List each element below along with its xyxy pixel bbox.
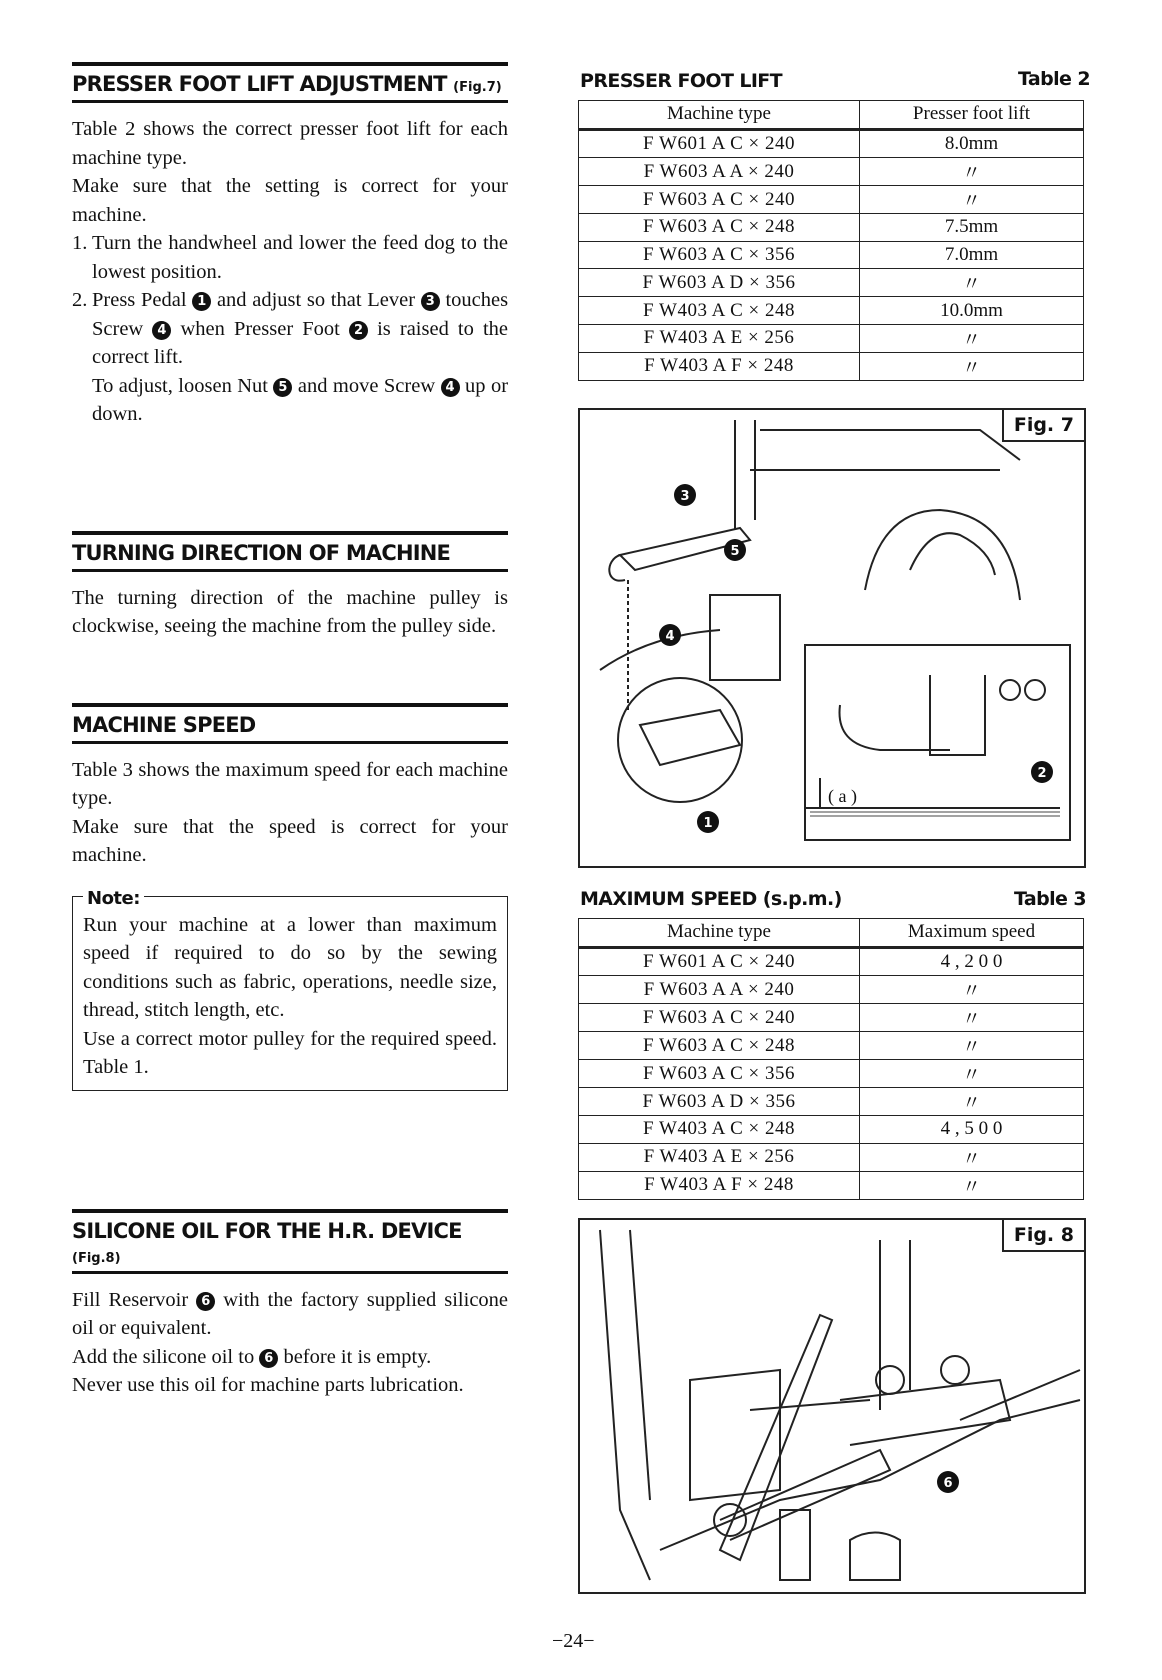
table-row <box>579 297 1084 325</box>
note-text-2: Use a correct motor pulley for the required speed. Table 1. <box>83 1027 497 1078</box>
silicone-line-1b: with the factory supplied silicone oil or equivalent. <box>72 1288 509 1339</box>
machine-type-cell: F W403 A C × 248 <box>579 297 860 325</box>
silicone-title: SILICONE OIL FOR THE H.R. DEVICE <box>72 1218 462 1243</box>
step-2-text-f: To adjust, loosen Nut <box>92 374 269 397</box>
step-2-text-h: up or down. <box>92 374 509 425</box>
table-row <box>579 1032 1084 1060</box>
silicone-line-2 <box>72 1343 508 1372</box>
table-row <box>579 214 1084 242</box>
table-header-row <box>579 101 1084 130</box>
marker-2: 2 <box>349 321 368 340</box>
step-1-text: Turn the handwheel and lower the feed dog to the lowest position. <box>92 232 508 283</box>
turning-body <box>72 584 508 641</box>
speed-body <box>72 756 508 870</box>
table-row <box>579 976 1084 1004</box>
fig7-callout-3: 3 <box>680 489 690 504</box>
speed-cell: 〃 <box>860 1088 1084 1116</box>
step-1-number: 1. <box>72 232 88 254</box>
fig8-drawing <box>580 1220 1084 1592</box>
presser-foot-lift-table <box>578 100 1084 381</box>
table-row <box>579 158 1084 186</box>
table-header-row <box>579 919 1084 948</box>
machine-type-cell: F W603 A A × 240 <box>579 158 860 186</box>
lift-cell: 〃 <box>860 186 1084 214</box>
table-row <box>579 1060 1084 1088</box>
marker-1: 1 <box>192 292 211 311</box>
speed-cell: 〃 <box>860 1171 1084 1199</box>
machine-type-cell: F W603 A C × 240 <box>579 1004 860 1032</box>
table3-tag: Table 3 <box>1014 888 1086 910</box>
fig7-drawing <box>580 410 1084 866</box>
lift-cell: 〃 <box>860 269 1084 297</box>
lift-cell: 7.0mm <box>860 241 1084 269</box>
page-number: −24− <box>552 1630 595 1652</box>
machine-type-cell: F W603 A C × 248 <box>579 214 860 242</box>
column-header: Machine type <box>579 101 860 130</box>
table-row <box>579 1004 1084 1032</box>
fig8-callout-6: 6 <box>943 1476 953 1491</box>
marker-4b: 4 <box>441 378 460 397</box>
fig8-illustration <box>578 1218 1086 1594</box>
turning-heading <box>72 531 508 572</box>
table-row <box>579 947 1084 976</box>
speed-cell: 4 , 2 0 0 <box>860 947 1084 976</box>
fig7-callout-2: 2 <box>1037 766 1047 781</box>
step-2-text-e: is raised to the correct lift. <box>92 317 509 368</box>
silicone-line-1 <box>72 1286 508 1343</box>
silicone-line-1a: Fill Reservoir <box>72 1288 189 1311</box>
table-row <box>579 1116 1084 1144</box>
table-row <box>579 269 1084 297</box>
fig7-callout-4: 4 <box>665 629 675 644</box>
speed-cell: 〃 <box>860 1032 1084 1060</box>
silicone-fig-ref: (Fig.8) <box>72 1250 121 1266</box>
step-2-text-a: Press Pedal <box>92 289 187 311</box>
table3-title: MAXIMUM SPEED (s.p.m.) <box>580 888 842 910</box>
machine-type-cell: F W403 A F × 248 <box>579 352 860 380</box>
marker-5: 5 <box>273 378 292 397</box>
table-row <box>579 324 1084 352</box>
machine-type-cell: F W603 A A × 240 <box>579 976 860 1004</box>
machine-type-cell: F W603 A C × 240 <box>579 186 860 214</box>
lift-cell: 〃 <box>860 158 1084 186</box>
lift-cell: 10.0mm <box>860 297 1084 325</box>
lift-cell: 〃 <box>860 352 1084 380</box>
fig7-dimension-label: ( a ) <box>828 786 857 806</box>
machine-type-cell: F W603 A C × 356 <box>579 241 860 269</box>
presser-foot-fig-ref: (Fig.7) <box>453 80 502 95</box>
machine-type-cell: F W603 A C × 356 <box>579 1060 860 1088</box>
speed-cell: 〃 <box>860 1060 1084 1088</box>
step-2-adjust <box>72 372 508 429</box>
column-header: Machine type <box>579 919 860 948</box>
column-header: Presser foot lift <box>860 101 1084 130</box>
turning-text: The turning direction of the machine pulley is clockwise, seeing the machine from the pulley side. <box>72 586 508 637</box>
table-row <box>579 1088 1084 1116</box>
step-2-text-d: when Presser Foot <box>180 317 340 340</box>
lift-cell: 7.5mm <box>860 214 1084 242</box>
machine-type-cell: F W603 A D × 356 <box>579 1088 860 1116</box>
presser-foot-title: PRESSER FOOT LIFT ADJUSTMENT <box>72 72 447 96</box>
speed-heading <box>72 703 508 744</box>
fig7-callout-5: 5 <box>730 544 740 559</box>
fig7-label: Fig. 7 <box>1002 408 1086 442</box>
silicone-heading <box>72 1209 508 1274</box>
presser-foot-heading <box>72 62 508 103</box>
speed-cell: 〃 <box>860 976 1084 1004</box>
step-2-number: 2. <box>72 289 88 311</box>
fig8-label: Fig. 8 <box>1002 1218 1086 1252</box>
silicone-line-2b: before it is empty. <box>283 1345 432 1368</box>
speed-cell: 〃 <box>860 1143 1084 1171</box>
machine-type-cell: F W403 A F × 248 <box>579 1171 860 1199</box>
machine-type-cell: F W403 A E × 256 <box>579 1143 860 1171</box>
silicone-line-2a: Add the silicone oil to <box>72 1345 255 1368</box>
marker-4: 4 <box>152 321 171 340</box>
machine-type-cell: F W603 A C × 248 <box>579 1032 860 1060</box>
marker-6: 6 <box>196 1292 215 1311</box>
fig7-illustration <box>578 408 1086 868</box>
speed-text-2: Make sure that the speed is correct for your machine. <box>72 815 508 866</box>
step-1 <box>72 229 508 286</box>
speed-title: MACHINE SPEED <box>72 712 256 737</box>
presser-foot-intro-2: Make sure that the setting is correct for your machine. <box>72 175 508 226</box>
machine-type-cell: F W601 A C × 240 <box>579 947 860 976</box>
step-2 <box>72 286 508 372</box>
silicone-line-3: Never use this oil for machine parts lubrication. <box>72 1374 464 1396</box>
table-row <box>579 352 1084 380</box>
maximum-speed-table <box>578 918 1084 1200</box>
table-row <box>579 186 1084 214</box>
marker-6b: 6 <box>259 1349 278 1368</box>
step-2-text-c: touches Screw <box>92 289 509 340</box>
step-2-text-b: and adjust so that Lever <box>216 289 416 311</box>
table-row <box>579 1171 1084 1199</box>
speed-cell: 〃 <box>860 1004 1084 1032</box>
note-label: Note: <box>83 885 144 914</box>
table-row <box>579 1143 1084 1171</box>
lift-cell: 〃 <box>860 324 1084 352</box>
table2-tag: Table 2 <box>1018 68 1090 90</box>
turning-title: TURNING DIRECTION OF MACHINE <box>72 540 451 565</box>
silicone-body <box>72 1286 508 1400</box>
marker-3: 3 <box>421 292 440 311</box>
machine-type-cell: F W603 A D × 356 <box>579 269 860 297</box>
table-row <box>579 241 1084 269</box>
left-column <box>72 62 508 1400</box>
step-2-text-g: and move Screw <box>297 374 436 397</box>
fig7-callout-1: 1 <box>703 816 713 831</box>
note-text-1: Run your machine at a lower than maximum speed if required to do so by the sewing conditions such as fabric, operations, needle size, thread, stitch length, etc. <box>83 913 497 1021</box>
column-header: Maximum speed <box>860 919 1084 948</box>
speed-cell: 4 , 5 0 0 <box>860 1116 1084 1144</box>
machine-type-cell: F W601 A C × 240 <box>579 129 860 158</box>
table-row <box>579 129 1084 158</box>
step-2-text <box>92 286 508 372</box>
lift-cell: 8.0mm <box>860 129 1084 158</box>
machine-type-cell: F W403 A E × 256 <box>579 324 860 352</box>
table2-title: PRESSER FOOT LIFT <box>580 70 783 92</box>
note-box <box>72 887 508 1091</box>
presser-foot-body <box>72 115 508 429</box>
speed-text-1: Table 3 shows the maximum speed for each machine type. <box>72 758 508 809</box>
presser-foot-intro-1: Table 2 shows the correct presser foot lift for each machine type. <box>72 118 508 169</box>
machine-type-cell: F W403 A C × 248 <box>579 1116 860 1144</box>
